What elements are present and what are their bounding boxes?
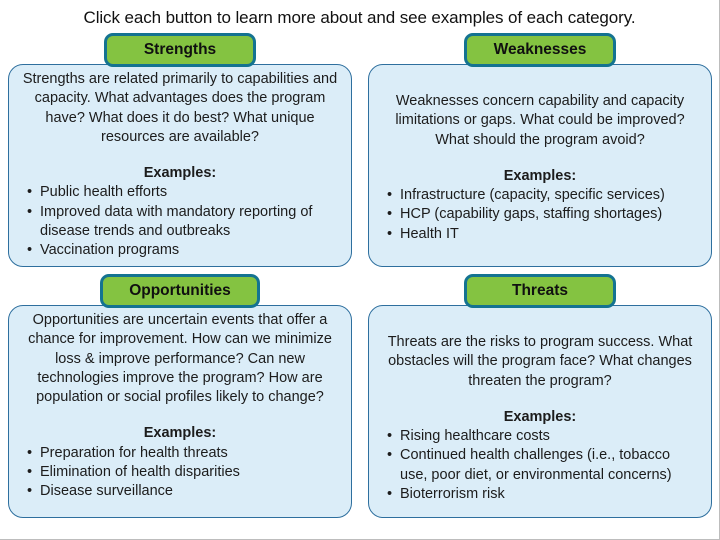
example-item: • Rising healthcare costs [385,427,699,446]
strengths-button[interactable]: Strengths [104,33,256,67]
threats-examples-list [379,427,701,504]
example-item: • Improved data with mandatory reporting of disease trends and outbreaks [25,203,339,242]
strengths-description: Strengths are related primarily to capabilities and capacity. What advantages does the program have? What does it do best? What unique resources are available? [22,71,338,145]
category-strengths [8,33,352,267]
weaknesses-examples-list [379,186,701,244]
example-item: • Preparation for health threats [25,444,339,463]
opportunities-button[interactable]: Opportunities [100,274,260,308]
page-title: Click each button to learn more about and see examples of each category. [83,8,636,27]
example-item: • Disease surveillance [25,482,339,501]
example-item: • Bioterrorism risk [385,485,699,504]
weaknesses-examples-label: Examples: [503,167,577,184]
opportunities-examples-label: Examples: [143,425,217,442]
category-threats [368,274,712,518]
example-item: • Continued health challenges (i.e., tobacco use, poor diet, or environmental concerns) [385,446,699,485]
weaknesses-panel [368,64,712,267]
opportunities-panel [8,305,352,518]
category-grid [0,33,719,518]
strengths-panel [8,64,352,267]
example-item: • Health IT [385,225,699,244]
threats-button[interactable]: Threats [464,274,616,308]
opportunities-description: Opportunities are uncertain events that offer a chance for improvement. How can we minimize loss & improve performance? Can new technologies improve the program? How are population or social profiles likely to change? [28,312,332,406]
strengths-examples-list [19,183,341,260]
weaknesses-description: Weaknesses concern capability and capacity limitations or gaps. What could be improved? What should the program avoid? [395,93,685,148]
example-item: • Elimination of health disparities [25,463,339,482]
example-item: • HCP (capability gaps, staffing shortages) [385,205,699,224]
threats-description: Threats are the risks to program success. What obstacles will the program face? What changes threaten the program? [387,334,693,389]
threats-examples-label: Examples: [503,408,577,425]
opportunities-examples-list [19,444,341,502]
example-item: • Public health efforts [25,183,339,202]
strengths-examples-label: Examples: [143,165,217,182]
weaknesses-button[interactable]: Weaknesses [464,33,616,67]
category-opportunities [8,274,352,518]
example-item: • Infrastructure (capacity, specific services) [385,186,699,205]
category-weaknesses [368,33,712,267]
example-item: • Vaccination programs [25,241,339,260]
threats-panel [368,305,712,518]
